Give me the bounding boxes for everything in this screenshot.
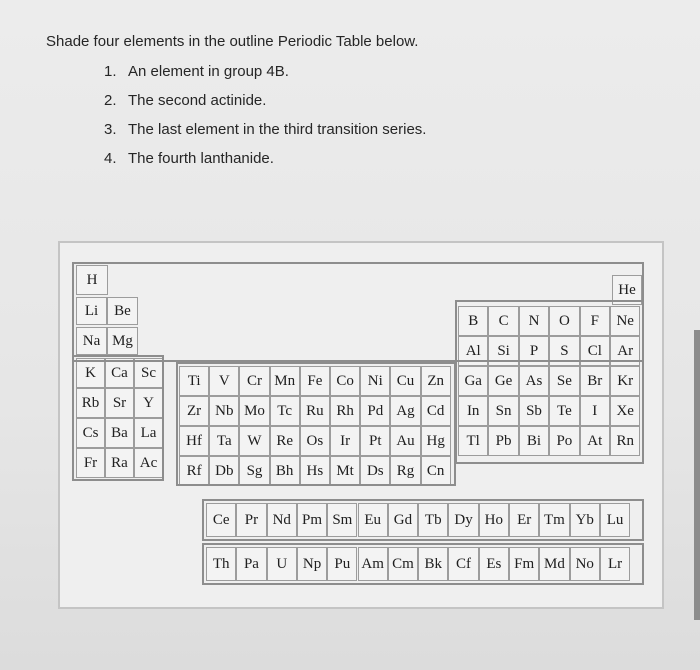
element-cell-xe[interactable]: Xe (610, 396, 640, 426)
element-cell-he[interactable]: He (612, 275, 642, 305)
question-text: An element in group 4B. (128, 63, 289, 80)
element-cell-ho[interactable]: Ho (479, 503, 509, 537)
element-cell-tl[interactable]: Tl (458, 426, 488, 456)
element-cell-er[interactable]: Er (509, 503, 539, 537)
question-item (104, 121, 426, 150)
element-cell-in[interactable]: In (458, 396, 488, 426)
element-cell-rb[interactable]: Rb (76, 388, 105, 418)
element-cell-i[interactable]: I (580, 396, 610, 426)
element-cell-pd[interactable]: Pd (360, 396, 390, 426)
element-cell-n[interactable]: N (519, 306, 549, 336)
element-cell-cd[interactable]: Cd (421, 396, 451, 426)
element-cell-ne[interactable]: Ne (610, 306, 640, 336)
element-cell-cm[interactable]: Cm (388, 547, 418, 581)
question-number: 4. (104, 150, 117, 167)
element-cell-th[interactable]: Th (206, 547, 236, 581)
element-cell-mn[interactable]: Mn (270, 366, 300, 396)
element-cell-re[interactable]: Re (270, 426, 300, 456)
element-cell-ti[interactable]: Ti (179, 366, 209, 396)
element-cell-v[interactable]: V (209, 366, 239, 396)
element-cell-os[interactable]: Os (300, 426, 330, 456)
element-cell-am[interactable]: Am (358, 547, 388, 581)
element-cell-cr[interactable]: Cr (239, 366, 269, 396)
element-cell-h[interactable]: H (76, 265, 108, 295)
element-cell-cu[interactable]: Cu (390, 366, 420, 396)
element-cell-ca[interactable]: Ca (105, 358, 134, 388)
element-cell-ar[interactable]: Ar (610, 336, 640, 366)
element-cell-si[interactable]: Si (488, 336, 518, 366)
question-number: 3. (104, 121, 117, 138)
element-cell-sg[interactable]: Sg (239, 456, 269, 486)
element-cell-md[interactable]: Md (539, 547, 569, 581)
element-cell-es[interactable]: Es (479, 547, 509, 581)
element-cell-eu[interactable]: Eu (358, 503, 388, 537)
element-cell-sb[interactable]: Sb (519, 396, 549, 426)
element-cell-cf[interactable]: Cf (448, 547, 478, 581)
element-cell-o[interactable]: O (549, 306, 579, 336)
element-cell-sr[interactable]: Sr (105, 388, 134, 418)
element-cell-hs[interactable]: Hs (300, 456, 330, 486)
element-cell-p[interactable]: P (519, 336, 549, 366)
element-cell-yb[interactable]: Yb (570, 503, 600, 537)
element-cell-ta[interactable]: Ta (209, 426, 239, 456)
element-cell-rg[interactable]: Rg (390, 456, 420, 486)
screen-edge (694, 330, 700, 620)
element-cell-tm[interactable]: Tm (539, 503, 569, 537)
element-cell-co[interactable]: Co (330, 366, 360, 396)
question-item (104, 92, 426, 121)
element-cell-tb[interactable]: Tb (418, 503, 448, 537)
element-cell-u[interactable]: U (267, 547, 297, 581)
element-cell-ag[interactable]: Ag (390, 396, 420, 426)
element-cell-ru[interactable]: Ru (300, 396, 330, 426)
element-cell-mg[interactable]: Mg (107, 327, 138, 355)
element-cell-rh[interactable]: Rh (330, 396, 360, 426)
element-cell-nd[interactable]: Nd (267, 503, 297, 537)
element-cell-po[interactable]: Po (549, 426, 579, 456)
element-cell-np[interactable]: Np (297, 547, 327, 581)
element-cell-gd[interactable]: Gd (388, 503, 418, 537)
element-cell-cn[interactable]: Cn (421, 456, 451, 486)
element-cell-se[interactable]: Se (549, 366, 579, 396)
element-cell-br[interactable]: Br (580, 366, 610, 396)
element-cell-bh[interactable]: Bh (270, 456, 300, 486)
element-cell-db[interactable]: Db (209, 456, 239, 486)
element-cell-cs[interactable]: Cs (76, 418, 105, 448)
element-cell-ds[interactable]: Ds (360, 456, 390, 486)
element-cell-ba[interactable]: Ba (105, 418, 134, 448)
element-cell-c[interactable]: C (488, 306, 518, 336)
element-cell-sn[interactable]: Sn (488, 396, 518, 426)
element-cell-ce[interactable]: Ce (206, 503, 236, 537)
element-cell-kr[interactable]: Kr (610, 366, 640, 396)
element-cell-na[interactable]: Na (76, 327, 107, 355)
element-cell-bk[interactable]: Bk (418, 547, 448, 581)
element-cell-au[interactable]: Au (390, 426, 420, 456)
element-cell-s[interactable]: S (549, 336, 579, 366)
element-cell-sc[interactable]: Sc (134, 358, 163, 388)
element-cell-bi[interactable]: Bi (519, 426, 549, 456)
question-text: The second actinide. (128, 92, 267, 109)
element-cell-cl[interactable]: Cl (580, 336, 610, 366)
element-cell-te[interactable]: Te (549, 396, 579, 426)
element-cell-ni[interactable]: Ni (360, 366, 390, 396)
element-cell-y[interactable]: Y (134, 388, 163, 418)
question-item (104, 63, 426, 92)
element-cell-ir[interactable]: Ir (330, 426, 360, 456)
element-cell-at[interactable]: At (580, 426, 610, 456)
element-cell-pm[interactable]: Pm (297, 503, 327, 537)
element-cell-pb[interactable]: Pb (488, 426, 518, 456)
element-cell-zr[interactable]: Zr (179, 396, 209, 426)
element-cell-sm[interactable]: Sm (327, 503, 357, 537)
question-number: 2. (104, 92, 117, 109)
element-cell-hf[interactable]: Hf (179, 426, 209, 456)
element-cell-rf[interactable]: Rf (179, 456, 209, 486)
element-cell-ga[interactable]: Ga (458, 366, 488, 396)
element-cell-mt[interactable]: Mt (330, 456, 360, 486)
question-text: The fourth lanthanide. (128, 150, 274, 167)
element-cell-be[interactable]: Be (107, 297, 138, 325)
element-cell-lr[interactable]: Lr (600, 547, 630, 581)
element-cell-ge[interactable]: Ge (488, 366, 518, 396)
element-cell-w[interactable]: W (239, 426, 269, 456)
question-text: The last element in the third transition series. (128, 121, 427, 138)
question-list (104, 63, 426, 179)
element-cell-pa[interactable]: Pa (236, 547, 266, 581)
element-cell-nb[interactable]: Nb (209, 396, 239, 426)
element-cell-fm[interactable]: Fm (509, 547, 539, 581)
element-cell-no[interactable]: No (570, 547, 600, 581)
element-cell-tc[interactable]: Tc (270, 396, 300, 426)
element-cell-li[interactable]: Li (76, 297, 107, 325)
element-cell-pr[interactable]: Pr (236, 503, 266, 537)
element-cell-mo[interactable]: Mo (239, 396, 269, 426)
element-cell-rn[interactable]: Rn (610, 426, 640, 456)
element-cell-pu[interactable]: Pu (327, 547, 357, 581)
element-cell-f[interactable]: F (580, 306, 610, 336)
element-cell-fr[interactable]: Fr (76, 448, 105, 478)
element-cell-hg[interactable]: Hg (421, 426, 451, 456)
element-cell-lu[interactable]: Lu (600, 503, 630, 537)
question-prompt: Shade four elements in the outline Periodic Table below. (46, 33, 419, 50)
element-cell-as[interactable]: As (519, 366, 549, 396)
question-item (104, 150, 426, 179)
element-cell-ac[interactable]: Ac (134, 448, 163, 478)
element-cell-k[interactable]: K (76, 358, 105, 388)
element-cell-b[interactable]: B (458, 306, 488, 336)
element-cell-dy[interactable]: Dy (448, 503, 478, 537)
question-number: 1. (104, 63, 117, 80)
element-cell-zn[interactable]: Zn (421, 366, 451, 396)
element-cell-fe[interactable]: Fe (300, 366, 330, 396)
element-cell-pt[interactable]: Pt (360, 426, 390, 456)
element-cell-al[interactable]: Al (458, 336, 488, 366)
element-cell-ra[interactable]: Ra (105, 448, 134, 478)
element-cell-la[interactable]: La (134, 418, 163, 448)
